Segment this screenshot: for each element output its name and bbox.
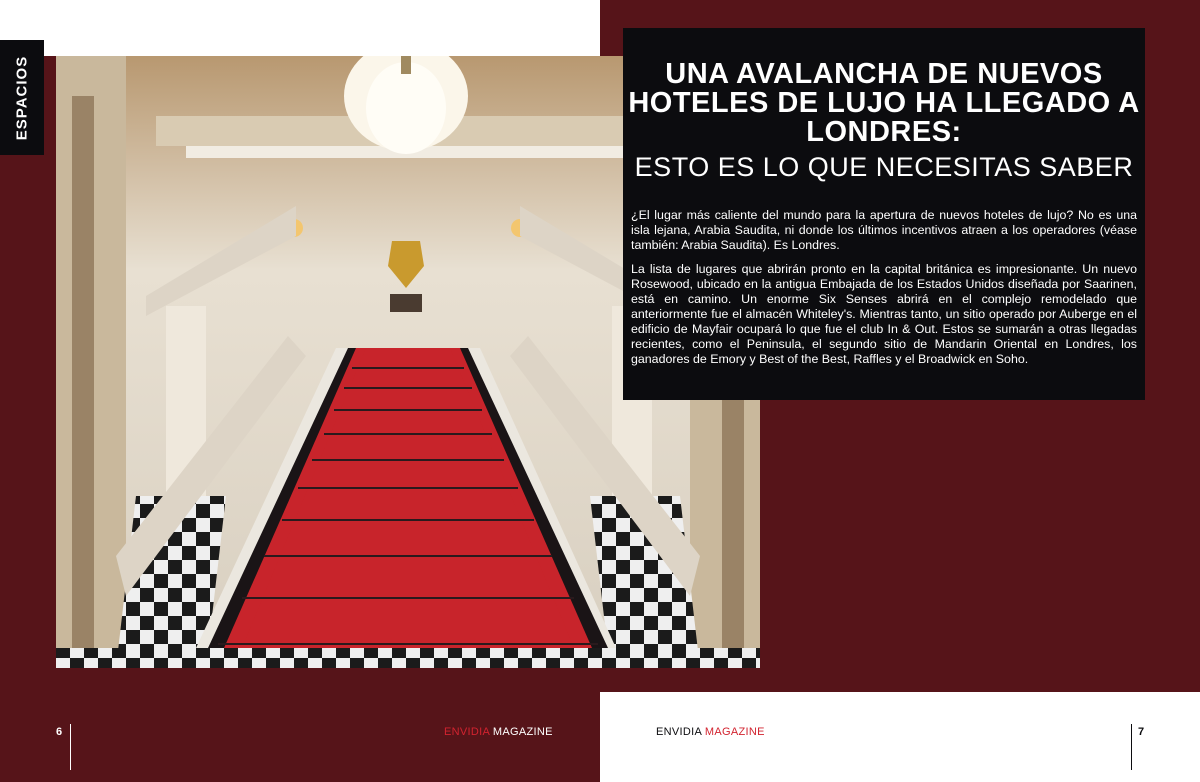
article-paragraph: La lista de lugares que abrirán pronto en la capital británica es impresionante. Un nuevo Rosewood, ubicado en la antigua Embajada de los Estados Unidos diseñada por Saarinen, está en camino. Un enorme Six Senses abrirá en el complejo remodelado que anteriormente fue el almacén Whiteley's. Mientras tanto, un sitio operado por Auberge en el edificio de Mayfair ocupará lo que fue el club In & Out. Estos se sumarán a otras llegadas recientes, como el Peninsula, el segundo sitio de Mandarin Oriental en Londres, los ganadores de Emory y Best of the Best, Raffles y el Broadwick en Soho. xyxy=(631,262,1137,366)
article-panel xyxy=(623,28,1145,400)
brand-word: ENVIDIA xyxy=(656,726,702,738)
footer-divider-right xyxy=(1131,724,1132,770)
magazine-brand-right xyxy=(656,726,765,738)
brand-word: MAGAZINE xyxy=(704,726,765,738)
page-number-right: 7 xyxy=(1138,726,1145,738)
article-title: UNA AVALANCHA DE NUEVOS HOTELES DE LUJO HA LLEGADO A LONDRES: xyxy=(628,58,1140,148)
top-white-band xyxy=(0,0,600,56)
section-tab xyxy=(0,40,44,155)
footer-divider-left xyxy=(70,724,71,770)
section-label: ESPACIOS xyxy=(13,55,31,140)
article-subtitle: ESTO ES LO QUE NECESITAS SABER xyxy=(634,152,1134,182)
brand-word: ENVIDIA xyxy=(444,726,490,738)
brand-word: MAGAZINE xyxy=(492,726,553,738)
magazine-brand-left xyxy=(444,726,553,738)
page-number-left: 6 xyxy=(56,726,63,738)
article-paragraph: ¿El lugar más caliente del mundo para la apertura de nuevos hoteles de lujo? No es una isla lejana, Arabia Saudita, ni donde los últimos incentivos atraen a los operadores (véase también: Arabia Saudita). Es Londres. xyxy=(631,208,1137,252)
